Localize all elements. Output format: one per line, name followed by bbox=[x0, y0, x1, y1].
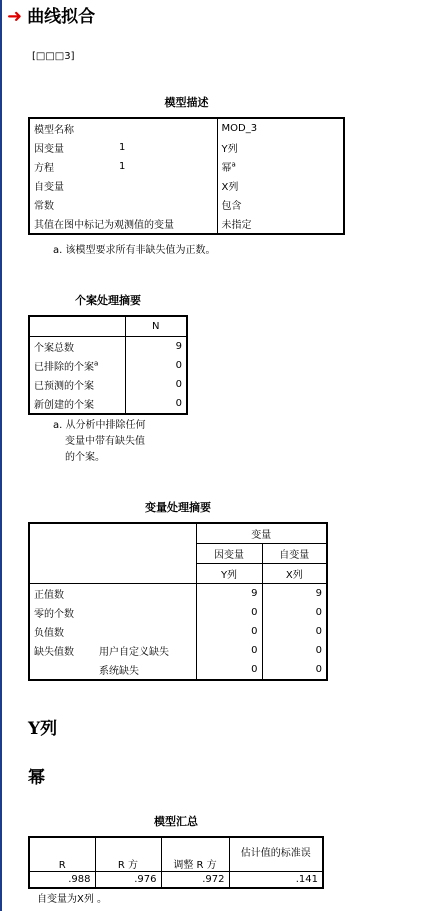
row-value-independent: 0 bbox=[315, 645, 322, 656]
table-row bbox=[29, 641, 327, 660]
row-sublabel: 系统缺失 bbox=[95, 660, 196, 680]
model-desc-caption: 模型描述 bbox=[164, 96, 209, 109]
header-r-square: R 方 bbox=[95, 837, 161, 871]
row-value-2 bbox=[217, 118, 344, 138]
table-row bbox=[29, 660, 327, 680]
table-row bbox=[29, 375, 187, 394]
row-label bbox=[29, 375, 125, 394]
table-row bbox=[29, 214, 344, 234]
row-value-2 bbox=[217, 138, 344, 157]
row-value-independent: 0 bbox=[315, 664, 322, 675]
header-y-column: Y列 bbox=[196, 564, 262, 584]
value-adj-r-square: .972 bbox=[161, 871, 229, 888]
model-desc-table bbox=[28, 117, 345, 235]
footnote-marker: a bbox=[231, 160, 236, 169]
footnote-line: a. 从分析中排除任何 bbox=[53, 420, 146, 431]
header-row bbox=[29, 316, 187, 337]
row-sublabel bbox=[95, 603, 196, 622]
page-title: 曲线拟合 bbox=[27, 7, 96, 27]
header-r: R bbox=[29, 837, 95, 871]
row-value-dependent: 0 bbox=[196, 660, 262, 680]
value-r: .988 bbox=[29, 871, 95, 888]
row-label-text: 个案总数 bbox=[34, 343, 74, 354]
row-value-1: 1 bbox=[115, 157, 217, 176]
row-value-text: Y列 bbox=[221, 144, 238, 155]
title-row bbox=[7, 2, 95, 27]
row-value-dependent: 0 bbox=[196, 641, 262, 660]
row-sublabel bbox=[95, 584, 196, 604]
row-value-independent: 0 bbox=[315, 607, 322, 618]
row-value-1 bbox=[115, 118, 217, 138]
row-value-dependent: 9 bbox=[196, 584, 262, 604]
table-row bbox=[29, 157, 344, 176]
table-row bbox=[29, 356, 187, 375]
model-desc-footnote: a. 该模型要求所有非缺失值为正数。 bbox=[53, 245, 216, 256]
row-label: 缺失值数 bbox=[34, 647, 74, 658]
row-value-2 bbox=[217, 157, 344, 176]
row-value-text: X列 bbox=[221, 182, 239, 193]
model-summary-footnote: 自变量为X列 。 bbox=[37, 894, 108, 905]
table-row bbox=[29, 138, 344, 157]
row-value-n: 0 bbox=[175, 360, 182, 371]
row-label: 零的个数 bbox=[34, 609, 74, 620]
table-row bbox=[29, 176, 344, 195]
row-label: 模型名称 bbox=[34, 125, 74, 136]
row-value-text: 未指定 bbox=[221, 220, 252, 231]
table-row bbox=[29, 195, 344, 214]
row-label bbox=[29, 337, 125, 357]
header-dependent: 因变量 bbox=[196, 544, 262, 564]
corner-cell bbox=[29, 316, 125, 337]
row-label: 负值数 bbox=[34, 628, 64, 639]
var-summary-table bbox=[28, 522, 328, 681]
row-value-1 bbox=[115, 176, 217, 195]
row-label: 自变量 bbox=[34, 182, 64, 193]
row-value-text: MOD_3 bbox=[221, 123, 258, 134]
table-row bbox=[29, 394, 187, 414]
case-summary-table bbox=[28, 315, 188, 415]
row-label-text: 新创建的个案 bbox=[34, 400, 94, 411]
table-row bbox=[29, 622, 327, 641]
row-value-1 bbox=[115, 195, 217, 214]
footnote-marker: a bbox=[94, 359, 99, 368]
footnote-line: 变量中带有缺失值 bbox=[65, 436, 145, 447]
row-value-n: 9 bbox=[175, 341, 182, 352]
row-value-text: 包含 bbox=[221, 201, 242, 212]
header-std-error: 估计值的标准误 bbox=[229, 837, 323, 871]
row-value-independent: 0 bbox=[315, 626, 322, 637]
row-value-2 bbox=[217, 195, 344, 214]
row-label bbox=[29, 356, 125, 375]
header-n: N bbox=[125, 316, 187, 337]
row-label bbox=[29, 394, 125, 414]
value-r-square: .976 bbox=[95, 871, 161, 888]
table-row bbox=[29, 337, 187, 357]
var-summary-caption: 变量处理摘要 bbox=[145, 501, 211, 514]
row-value-dependent: 0 bbox=[196, 603, 262, 622]
row-value-text: 幂 bbox=[221, 163, 232, 174]
section-power: 幂 bbox=[28, 768, 45, 788]
footnote-line: 的个案。 bbox=[65, 452, 105, 463]
header-variable: 变量 bbox=[196, 523, 327, 544]
row-value-n: 0 bbox=[175, 379, 182, 390]
table-row bbox=[29, 118, 344, 138]
row-value-independent: 9 bbox=[315, 588, 322, 599]
model-summary-caption: 模型汇总 bbox=[154, 815, 198, 828]
row-sublabel: 用户自定义缺失 bbox=[95, 641, 196, 660]
header-adj-r-square: 调整 R 方 bbox=[161, 837, 229, 871]
row-value-2 bbox=[217, 176, 344, 195]
row-value-1: 1 bbox=[115, 138, 217, 157]
left-edge-bar bbox=[0, 0, 2, 911]
table-row bbox=[29, 584, 327, 604]
row-label: 其值在图中标记为观测值的变量 bbox=[29, 214, 217, 234]
row-label: 常数 bbox=[34, 201, 54, 212]
arrow-right-icon: ➜ bbox=[7, 6, 23, 27]
header-independent: 自变量 bbox=[262, 544, 327, 564]
table-row bbox=[29, 603, 327, 622]
row-label: 方程 bbox=[34, 163, 54, 174]
case-summary-caption: 个案处理摘要 bbox=[75, 294, 141, 307]
dataset-label: [□□□3] bbox=[32, 51, 75, 62]
row-label: 因变量 bbox=[34, 144, 64, 155]
row-value-n: 0 bbox=[175, 398, 182, 409]
row-label bbox=[29, 660, 95, 680]
row-value-dependent: 0 bbox=[196, 622, 262, 641]
row-value-2 bbox=[217, 214, 344, 234]
section-y-column: Y列 bbox=[28, 719, 58, 739]
case-summary-footnote bbox=[53, 418, 146, 466]
row-sublabel bbox=[95, 622, 196, 641]
corner-cell bbox=[29, 523, 196, 584]
header-x-column: X列 bbox=[262, 564, 327, 584]
model-summary-table bbox=[28, 836, 324, 889]
row-label-text: 已排除的个案 bbox=[34, 362, 94, 373]
value-std-error: .141 bbox=[295, 873, 318, 885]
row-label: 正值数 bbox=[34, 590, 64, 601]
row-label-text: 已预测的个案 bbox=[34, 381, 94, 392]
